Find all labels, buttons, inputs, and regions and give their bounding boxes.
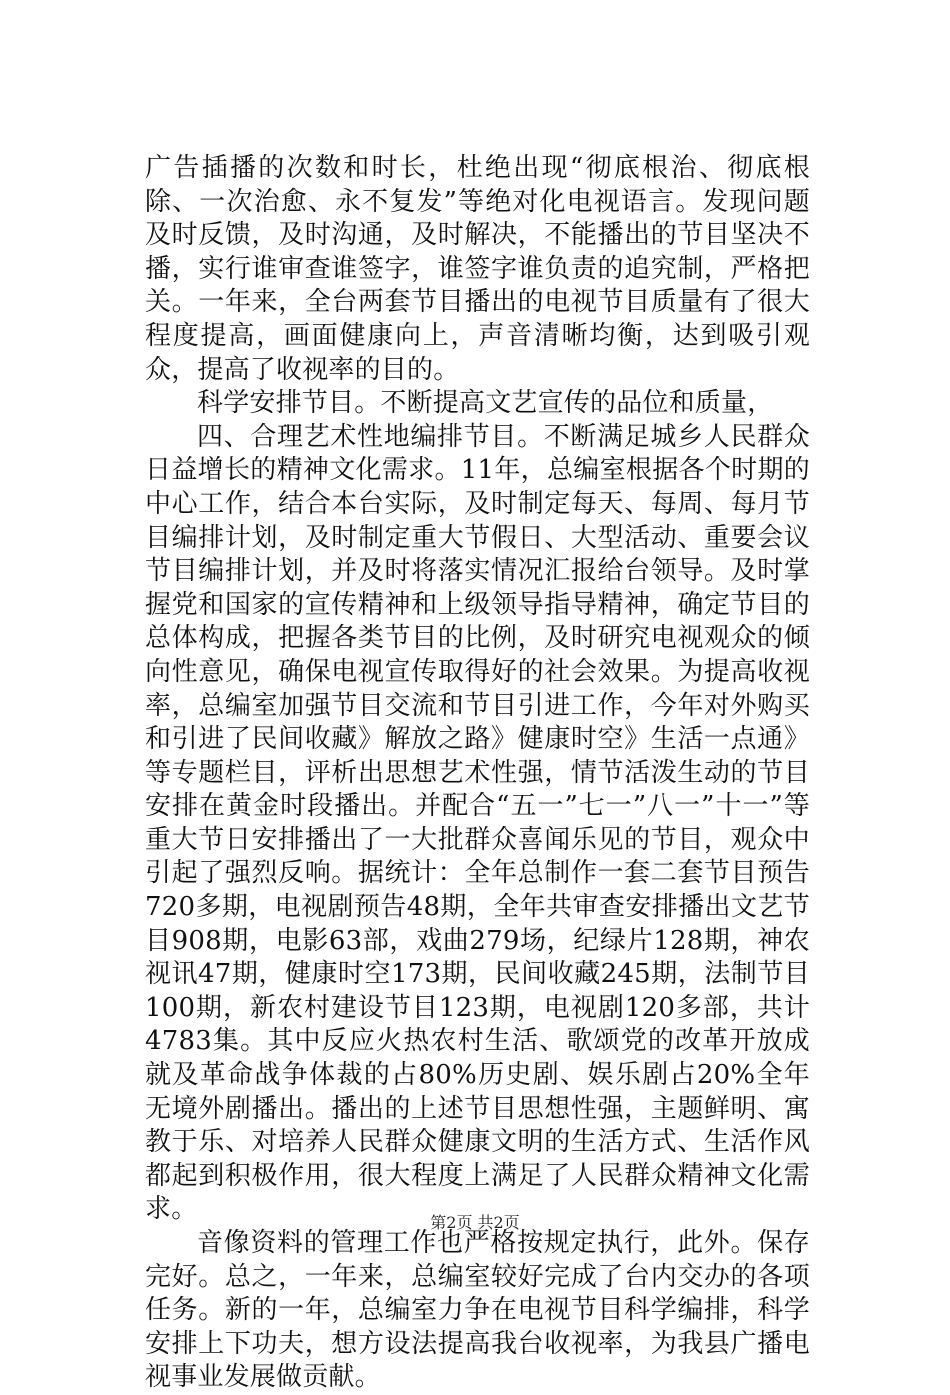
document-body	[145, 152, 810, 1395]
paragraph-section-four: 四、合理艺术性地编排节目。不断满足城乡人民群众日益增长的精神文化需求。11年，总编室根据各个时期的中心工作，结合本台实际，及时制定每天、每周、每月节目编排计划，及时制定重大节假日、大型活动、重要会议节目编排计划，并及时将落实情况汇报给台领导。及时掌握党和国家的宣传精神和上级领导指导精神，确定节目的总体构成，把握各类节目的比例，及时研究电视观众的倾向性意见，确保电视宣传取得好的社会效果。为提高收视率，总编室加强节目交流和节目引进工作，今年对外购买和引进了民间收藏》解放之路》健康时空》生活一点通》等专题栏目，评析出思想艺术性强，情节活泼生动的节目安排在黄金时段播出。并配合“五一”七一”八一”十一”等重大节日安排播出了一大批群众喜闻乐见的节目，观众中引起了强烈反响。据统计：全年总制作一套二套节目预告720多期，电视剧预告48期，全年共审查安排播出文艺节目908期，电影63部，戏曲279场，纪绿片128期，神农视讯47期，健康时空173期，民间收藏245期，法制节目100期，新农村建设节目123期，电视剧120多部，共计4783集。其中反应火热农村生活、歌颂党的改革开放成就及革命战争体裁的占80%历史剧、娱乐剧占20%全年无境外剧播出。播出的上述节目思想性强，主题鲜明、寓教于乐、对培养人民群众健康文明的生活方式、生活作风都起到积极作用，很大程度上满足了人民群众精神文化需求。	[145, 421, 810, 1225]
paragraph-conclusion: 音像资料的管理工作也严格按规定执行，此外。保存完好。总之，一年来，总编室较好完成了台内交办的各项任务。新的一年，总编室力争在电视节目科学编排，科学安排上下功夫，想方设法提高我台收视率，为我县广播电视事业发展做贡献。	[145, 1228, 810, 1393]
paragraph-schedule-heading: 科学安排节目。不断提高文艺宣传的品位和质量，	[197, 388, 774, 419]
page-footer: 第2页 共2页	[430, 1213, 520, 1232]
paragraph-continuation: 广告插播的次数和时长，杜绝出现“彻底根治、彻底根除、一次治愈、永不复发”等绝对化电视语言。发现问题及时反馈，及时沟通，及时解决，不能播出的节目坚决不播，实行谁审查谁签字，谁签字谁负责的追究制，严格把关。一年来，全台两套节目播出的电视节目质量有了很大程度提高，画面健康向上，声音清晰均衡，达到吸引观众，提高了收视率的目的。	[145, 153, 810, 385]
